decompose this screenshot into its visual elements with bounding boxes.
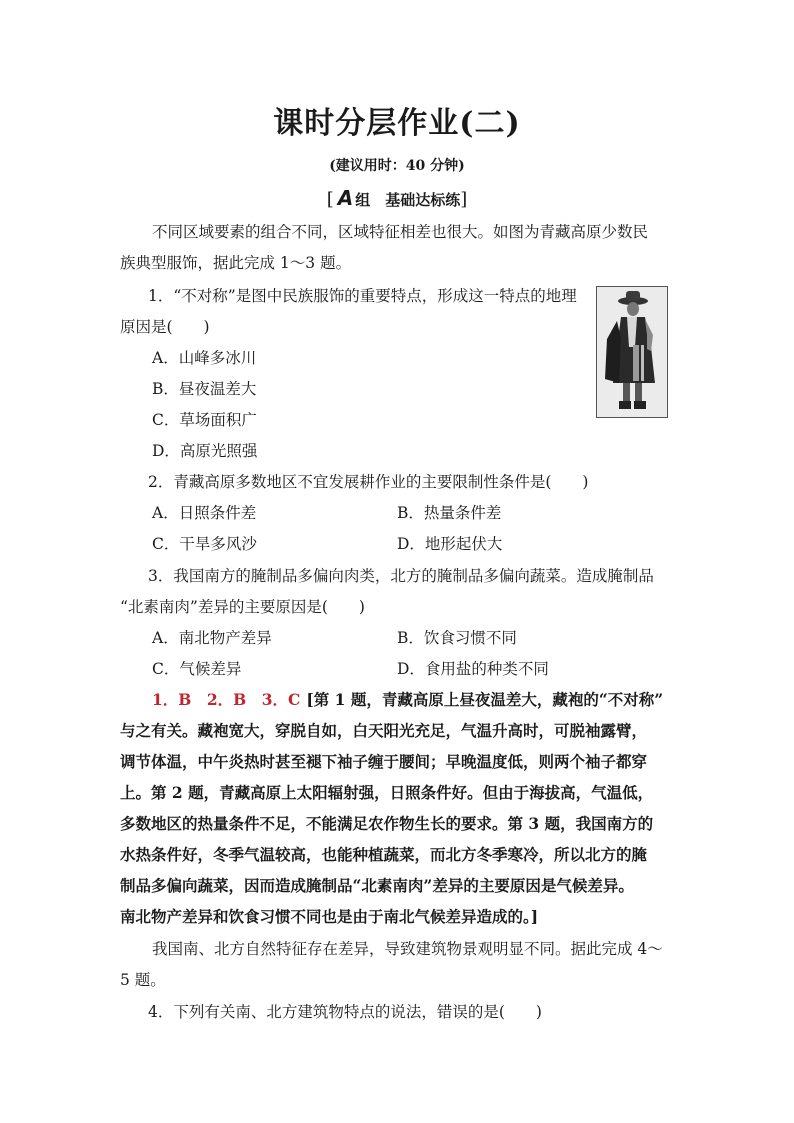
q2-option-d: D．地形起伏大 <box>397 535 503 553</box>
section-heading <box>0 186 794 210</box>
question-3-stem: 3．我国南方的腌制品多偏向肉类，北方的腌制品多偏向蔬菜。造成腌制品 <box>148 567 654 585</box>
q1-option-d: D．高原光照强 <box>152 442 258 460</box>
tibetan-costume-photo <box>596 286 668 418</box>
group-label: 组 基础达标练 <box>355 191 461 209</box>
q3-option-a: A．南北物产差异 <box>152 629 272 647</box>
q3-option-b: B．饮食习惯不同 <box>397 629 517 647</box>
question-3-stem-cont: “北素南肉”差异的主要原因是( ) <box>120 598 365 616</box>
answer-explanation-start: [第 1 题，青藏高原上昼夜温差大，藏袍的“不对称” <box>306 690 664 709</box>
answer-explanation-line: 南北物产差异和饮食习惯不同也是由于南北气候差异造成的。] <box>120 907 539 926</box>
answer-explanation-line: 与之有关。藏袍宽大，穿脱自如，白天阳光充足，气温升高时，可脱袖露臂， <box>120 721 648 740</box>
question-4-stem: 4．下列有关南、北方建筑物特点的说法，错误的是( ) <box>148 1003 542 1021</box>
answer-explanation-line: 水热条件好，冬季气温较高，也能种植蔬菜，而北方冬季寒冷，所以北方的腌 <box>120 845 648 864</box>
answer-explanation-line: 调节体温，中午炎热时甚至褪下袖子缠于腰间；早晚温度低，则两个袖子都穿 <box>120 752 648 771</box>
answer-line <box>152 689 663 711</box>
person-in-robe-icon <box>597 287 667 417</box>
intro-paragraph-line: 族典型服饰，据此完成 1～3 题。 <box>120 254 352 272</box>
q2-option-a: A．日照条件差 <box>152 504 257 522</box>
intro-paragraph-line: 不同区域要素的组合不同，区域特征相差也很大。如图为青藏高原少数民 <box>152 223 649 241</box>
page-title: 课时分层作业(二) <box>273 106 521 141</box>
q2-option-c: C．干旱多风沙 <box>152 535 257 553</box>
answer-explanation-line: 制品多偏向蔬菜，因而造成腌制品“北素南肉”差异的主要原因是气候差异。 <box>120 876 634 895</box>
q3-option-c: C．气候差异 <box>152 660 242 678</box>
answer-keys: 1．B 2．B 3．C <box>152 690 301 709</box>
q1-option-b: B．昼夜温差大 <box>152 380 257 398</box>
q1-option-c: C．草场面积广 <box>152 411 257 429</box>
left-bracket-icon: [ <box>326 189 334 210</box>
q2-option-b: B．热量条件差 <box>397 504 502 522</box>
right-bracket-icon: ] <box>460 189 468 210</box>
q1-option-a: A．山峰多冰川 <box>152 349 257 367</box>
q3-option-d: D．食用盐的种类不同 <box>397 660 549 678</box>
question-2-stem: 2．青藏高原多数地区不宜发展耕作业的主要限制性条件是( ) <box>148 473 589 491</box>
intro-paragraph-line: 5 题。 <box>120 971 166 989</box>
question-1-stem: 1．“不对称”是图中民族服饰的重要特点，形成这一特点的地理 <box>148 287 577 305</box>
intro-paragraph-line: 我国南、北方自然特征存在差异，导致建筑物景观明显不同。据此完成 4～ <box>152 940 663 958</box>
time-hint: (建议用时：40 分钟) <box>329 158 465 174</box>
question-1-stem-cont: 原因是( ) <box>120 318 210 336</box>
answer-explanation-line: 上。第 2 题，青藏高原上太阳辐射强，日照条件好。但由于海拔高，气温低， <box>120 783 654 802</box>
answer-explanation-line: 多数地区的热量条件不足，不能满足农作物生长的要求。第 3 题，我国南方的 <box>120 814 654 833</box>
group-badge: A <box>337 186 354 210</box>
